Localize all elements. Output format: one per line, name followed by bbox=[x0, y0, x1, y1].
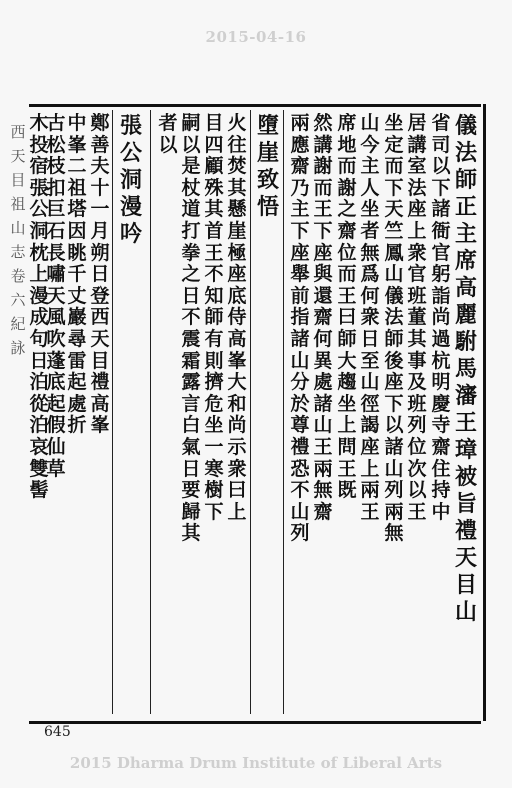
text-column-8: 兩應齋乃主下座舉前指諸山分於尊禮恐不山列 bbox=[290, 113, 310, 545]
column-rule bbox=[250, 110, 251, 714]
section-heading-zhang-gong: 張公洞漫吟 bbox=[119, 113, 142, 247]
text-column-16: 中峯二祖塔因眺千丈巖尋雷起處折 bbox=[67, 113, 87, 437]
page-frame-right-border bbox=[483, 104, 486, 721]
section-heading-cliff: 墮崖致悟 bbox=[256, 113, 279, 220]
text-column-3: 居講室法座上衆官班董其事及班列位次以王 bbox=[407, 113, 427, 523]
text-column-11: 目四顧殊其首王不知師有則擠危坐一寒樹下 bbox=[204, 113, 224, 523]
text-column-4: 坐定而下天竺鳳山儀法師後座下以諸山列兩無 bbox=[384, 113, 404, 545]
column-rule bbox=[150, 110, 151, 714]
text-column-10: 火往焚其懸崖極座底侍高峯大和尚示衆曰上 bbox=[227, 113, 247, 523]
text-column-5: 山今主人坐者無爲何衆日至山徑謁座上兩王 bbox=[360, 113, 380, 523]
text-column-2: 省司以下諸衙官躬詣尚過杭明慶寺齋住持中 bbox=[431, 113, 451, 523]
column-rule bbox=[112, 110, 113, 714]
text-column-18: 木投宿張公洞枕上漫成句日泊從泊哀雙髻 bbox=[29, 113, 49, 502]
text-column-17: 古松枝扣巨石長嘯天風吹蓬底起假仙草 bbox=[46, 113, 66, 480]
text-column-1: 儀法師正主席高麗駙馬瀋王璋被旨禮天目山 bbox=[454, 113, 477, 625]
side-margin-title: 西天目祖山志卷六紀詠 bbox=[10, 123, 26, 357]
column-rule bbox=[283, 110, 284, 714]
footer-credit: 2015 Dharma Drum Institute of Liberal Arts bbox=[69, 754, 443, 772]
text-column-7: 然講謝而王下座與還齋何異處諸山王兩無齋 bbox=[313, 113, 333, 523]
text-column-15: 鄭善夫十一月朔日登西天目禮高峯 bbox=[90, 113, 110, 437]
scan-date: 2015-04-16 bbox=[205, 28, 307, 46]
page-number: 645 bbox=[44, 724, 71, 740]
text-column-12: 嗣以是杖道打拳之日不震霜露言白氣日要歸其 bbox=[181, 113, 201, 545]
text-column-6: 席地而謝之齋位而王曰師大趨坐上問王既 bbox=[337, 113, 357, 502]
text-column-13: 者以 bbox=[158, 113, 178, 156]
